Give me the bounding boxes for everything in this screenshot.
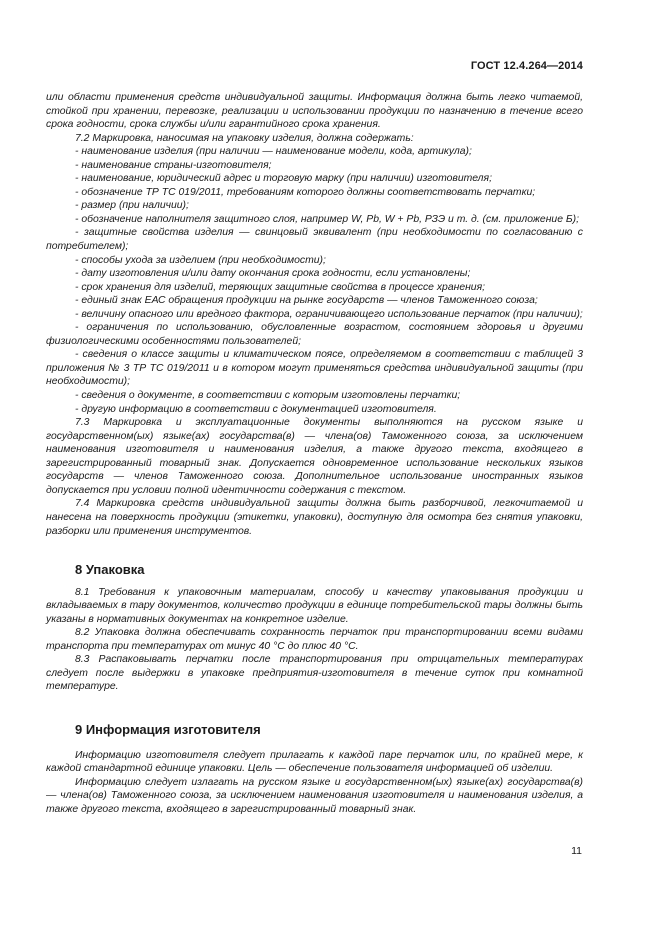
list-item: - сведения о классе защиты и климатическом поясе, определяемом в соответствии с таблицей 3 приложения № 3 ТР ТС 019/2011 и в котором могут применяться средства индивидуальной защиты (при необходимости); (46, 349, 583, 388)
paragraph-9-2: Информацию следует излагать на русском языке и государственном(ых) языке(ах) государства(в) — члена(ов) Таможенного союза, за исключением наименования изготовителя и наименования изделия, а также другого текста, входящего в зарегистрированный товарный знак. (46, 776, 583, 815)
list-item: - срок хранения для изделий, теряющих защитные свойства в процессе хранения; (75, 281, 486, 293)
list-item: - наименование изделия (при наличии — наименование модели, кода, артикула); (75, 146, 472, 158)
document-body (46, 91, 583, 816)
paragraph-7-4: 7.4 Маркировка средств индивидуальной защиты должна быть разборчивой, легкочитаемой и нанесена на поверхность продукции (этикетки, упаковки), доступную для осмотра без снятия упаковки, разборки или применения инструментов. (46, 498, 583, 537)
paragraph-7-3: 7.3 Маркировка и эксплуатационные документы выполняются на русском языке и государственном(ых) языке(ах) государства(в) — члена(ов) Таможенного союза, за исключением наименования изготовителя и наименования изделия, а также другого текста, входящего в зарегистрированный товарный знак. Допускается одновременное использование нескольких языков государств — членов Таможенного союза. Дополнительное использование иностранных языков допускается при условии полной идентичности содержания с текстом. (46, 417, 583, 496)
paragraph-9-1: Информацию изготовителя следует прилагать к каждой паре перчаток или, по крайней мере, к каждой стандартной единице упаковки. Цель — обеспечение пользователя информацией об изделии. (46, 749, 583, 775)
paragraph-7-2: 7.2 Маркировка, наносимая на упаковку изделия, должна содержать: (75, 132, 414, 144)
paragraph-8-2: 8.2 Упаковка должна обеспечивать сохранность перчаток при транспортировании всеми видами транспорта при температурах от минус 40 °С до плюс 40 °С. (46, 627, 583, 652)
paragraph-continuation: или области применения средств индивидуальной защиты. Информация должна быть легко читаемой, стойкой при хранении, перевозке, реализации и использовании продукции по назначению в течение всего срока годности, срока службы и/или гарантийного срока хранения. (46, 92, 583, 131)
page-number: 11 (571, 845, 582, 857)
list-item: - обозначение ТР ТС 019/2011, требованиям которого должны соответствовать перчатки; (75, 186, 536, 198)
list-item: - дату изготовления и/или дату окончания срока годности, если установлены; (75, 268, 471, 280)
list-item: - ограничения по использованию, обусловленные возрастом, состоянием здоровья и другими физиологическими особенностями пользователей; (46, 322, 583, 347)
standard-header: ГОСТ 12.4.264—2014 (470, 60, 583, 72)
list-item: - способы ухода за изделием (при необходимости); (75, 254, 326, 266)
list-item: - наименование страны-изготовителя; (75, 159, 272, 171)
list-item: - обозначение наполнителя защитного слоя, например W, Pb, W + Pb, РЗЭ и т. д. (см. приложение Б); (75, 213, 579, 225)
list-item: - защитные свойства изделия — свинцовый эквивалент (при необходимости по согласованию с потребителем); (46, 227, 583, 253)
paragraph-8-1: 8.1 Требования к упаковочным материалам, способу и качеству упаковывания продукции и вкладываемых в тару документов, количество продукции в единице потребительской тары должны быть указаны в нормативных документах на конкретное изделие. (46, 586, 583, 625)
list-item: - наименование, юридический адрес и торговую марку (при наличии) изготовителя; (75, 173, 492, 185)
list-item: - единый знак ЕАС обращения продукции на рынке государств — членов Таможенного союза; (75, 295, 538, 307)
list-item: - размер (при наличии); (75, 200, 189, 212)
section-heading-8: 8 Упаковка (75, 562, 145, 578)
list-item: - сведения о документе, в соответствии с которым изготовлены перчатки; (75, 390, 461, 402)
section-heading-9: 9 Информация изготовителя (75, 721, 261, 737)
list-item: - величину опасного или вредного фактора, ограничивающего использование перчаток (при наличии); (75, 308, 583, 320)
paragraph-8-3: 8.3 Распаковывать перчатки после транспортирования при отрицательных температурах следует после выдержки в упаковке предприятия-изготовителя в течение суток при комнатной температуре. (46, 654, 583, 693)
list-item: - другую информацию в соответствии с документацией изготовителя. (75, 403, 437, 415)
